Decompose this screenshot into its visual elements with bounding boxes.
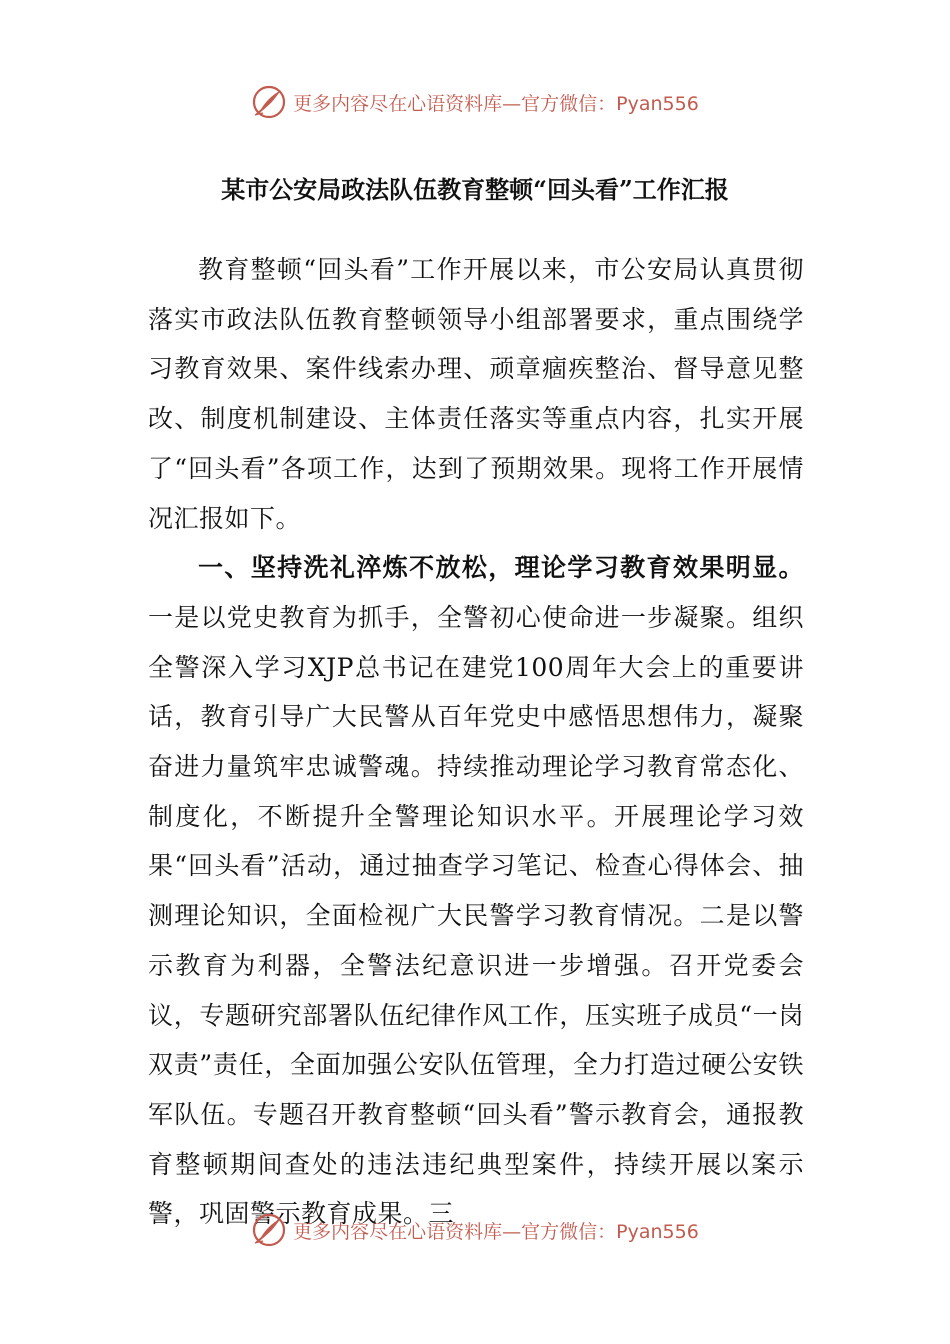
quill-logo-icon xyxy=(251,84,287,120)
watermark-text xyxy=(293,89,699,116)
section-1-paragraph xyxy=(148,543,804,1239)
watermark-text-cn: 更多内容尽在心语资料库—官方微信： xyxy=(293,1220,617,1243)
quill-logo-icon xyxy=(251,1212,287,1248)
watermark-banner-top xyxy=(0,82,950,122)
watermark-banner-bottom xyxy=(0,1210,950,1250)
section-1-heading: 一、坚持洗礼淬炼不放松，理论学习教育效果明显。 xyxy=(198,553,804,583)
document-body xyxy=(148,245,804,1239)
watermark-wechat-id: Pyan556 xyxy=(616,1220,699,1243)
section-1-body: 一是以党史教育为抓手，全警初心使命进一步凝聚。组织全警深入学习XJP总书记在建党100周年大会上的重要讲话，教育引导广大民警从百年党史中感悟思想伟力，凝聚奋进力量筑牢忠诚警魂。持续推动理论学习教育常态化、制度化，不断提升全警理论知识水平。开展理论学习效果“回头看”活动，通过抽查学习笔记、检查心得体会、抽测理论知识，全面检视广大民警学习教育情况。二是以警示教育为利器，全警法纪意识进一步增强。召开党委会议，专题研究部署队伍纪律作风工作，压实班子成员“一岗双责”责任，全面加强公安队伍管理，全力打造过硬公安铁军队伍。专题召开教育整顿“回头看”警示教育会，通报教育整顿期间查处的违法违纪典型案件，持续开展以案示警，巩固警示教育成果。三 xyxy=(148,602,804,1229)
watermark-text-cn: 更多内容尽在心语资料库—官方微信： xyxy=(293,92,617,115)
intro-paragraph: 教育整顿“回头看”工作开展以来，市公安局认真贯彻落实市政法队伍教育整顿领导小组部署要求，重点围绕学习教育效果、案件线索办理、顽章痼疾整治、督导意见整改、制度机制建设、主体责任落实等重点内容，扎实开展了“回头看”各项工作，达到了预期效果。现将工作开展情况汇报如下。 xyxy=(148,255,804,533)
watermark-wechat-id: Pyan556 xyxy=(616,92,699,115)
document-title: 某市公安局政法队伍教育整顿“回头看”工作汇报 xyxy=(221,175,729,204)
watermark-text xyxy=(293,1217,699,1244)
